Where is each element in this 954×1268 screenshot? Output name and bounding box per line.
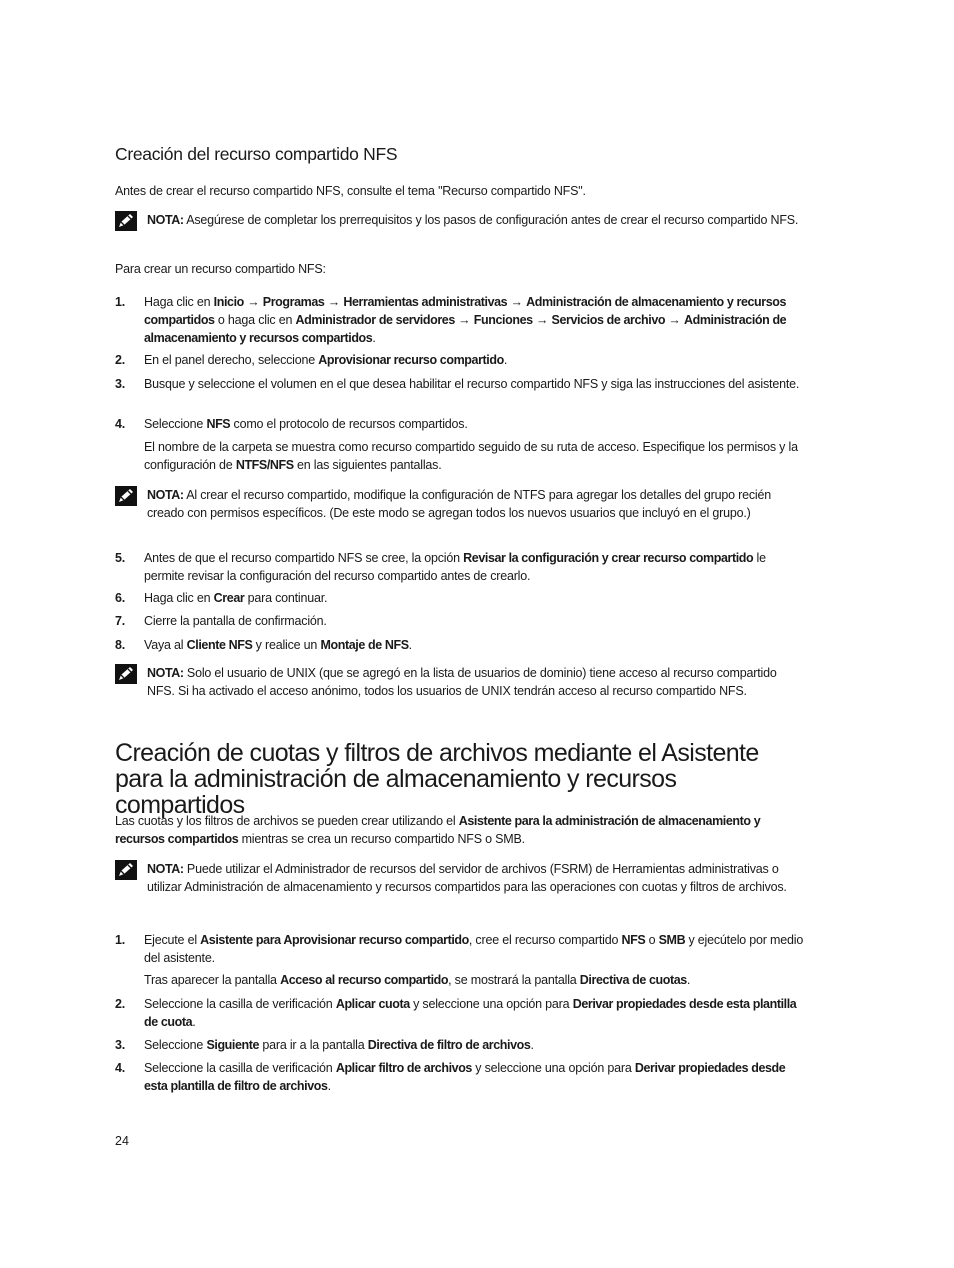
note-label: NOTA: (147, 862, 184, 876)
step-number: 3. (115, 1038, 126, 1052)
note-pencil-icon (115, 664, 137, 684)
step-text: Ejecute el Asistente para Aprovisionar recurso compartido, cree el recurso compartido NFS o SMB y ejecútelo por medio del asistente. (144, 933, 804, 965)
step-number: 4. (115, 417, 126, 431)
note-pencil-icon (115, 860, 137, 880)
step-number: 6. (115, 591, 126, 605)
step-number: 2. (115, 353, 126, 367)
note-text (147, 486, 807, 522)
note-body: Puede utilizar el Administrador de recursos del servidor de archivos (FSRM) de Herramientas administrativas o utilizar Administración de almacenamiento y recursos compartidos para las operaciones con cuotas y filtros de archivos. (147, 862, 787, 894)
note-label: NOTA: (147, 488, 184, 502)
step-text: Seleccione la casilla de verificación Aplicar cuota y seleccione una opción para Derivar propiedades desde esta plantilla de cuota. (144, 997, 797, 1029)
step-text: Antes de que el recurso compartido NFS se cree, la opción Revisar la configuración y crear recurso compartido le permite revisar la configuración del recurso compartido antes de crearlo. (144, 551, 766, 583)
note-text (147, 664, 807, 700)
step-detail: El nombre de la carpeta se muestra como recurso compartido seguido de su ruta de acceso. Especifique los permisos y la configuración de NTFS/NFS en las siguientes pantallas. (144, 440, 798, 472)
step-text: Haga clic en Crear para continuar. (144, 591, 328, 605)
note-text (147, 860, 807, 896)
step-number: 1. (115, 933, 126, 947)
step-detail: Tras aparecer la pantalla Acceso al recurso compartido, se mostrará la pantalla Directiva de cuotas. (144, 973, 691, 987)
intro-paragraph: Las cuotas y los filtros de archivos se pueden crear utilizando el Asistente para la administración de almacenamiento y recursos compartidos mientras se crea un recurso compartido NFS o SMB. (115, 814, 761, 846)
step-text: Haga clic en Inicio → Programas → Herramientas administrativas → Administración de almacenamiento y recursos compartidos o haga clic en Administrador de servidores → Funciones → Servicios de archivo → Administración de almacenamiento y recursos compartidos. (144, 295, 787, 345)
step-text: Seleccione NFS como el protocolo de recursos compartidos. (144, 417, 468, 431)
step-text: Cierre la pantalla de confirmación. (144, 614, 327, 628)
note-body: Solo el usuario de UNIX (que se agregó en la lista de usuarios de dominio) tiene acceso al recurso compartido NFS. Si ha activado el acceso anónimo, todos los usuarios de UNIX tendrán acceso al recurso compartido NFS. (147, 666, 777, 698)
step-number: 3. (115, 377, 126, 391)
step-text: Seleccione la casilla de verificación Aplicar filtro de archivos y seleccione una opción para Derivar propiedades desde esta plantilla de filtro de archivos. (144, 1061, 786, 1093)
step-number: 8. (115, 638, 126, 652)
page-number: 24 (115, 1134, 129, 1148)
note-pencil-icon (115, 211, 137, 231)
lead-paragraph: Para crear un recurso compartido NFS: (115, 262, 326, 276)
step-text: Busque y seleccione el volumen en el que desea habilitar el recurso compartido NFS y siga las instrucciones del asistente. (144, 377, 800, 391)
step-number: 5. (115, 551, 126, 565)
note-text (147, 211, 807, 229)
note-body: Asegúrese de completar los prerrequisitos y los pasos de configuración antes de crear el recurso compartido NFS. (183, 213, 799, 227)
step-text: Seleccione Siguiente para ir a la pantalla Directiva de filtro de archivos. (144, 1038, 534, 1052)
note-pencil-icon (115, 486, 137, 506)
step-number: 4. (115, 1061, 126, 1075)
step-number: 2. (115, 997, 126, 1011)
step-text: Vaya al Cliente NFS y realice un Montaje de NFS. (144, 638, 412, 652)
section-heading-quotas: Creación de cuotas y filtros de archivos mediante el Asistente para la administración de almacenamiento y recursos compartidos (115, 739, 759, 819)
step-text: En el panel derecho, seleccione Aprovisionar recurso compartido. (144, 353, 508, 367)
step-number: 1. (115, 295, 126, 309)
section-heading-nfs: Creación del recurso compartido NFS (115, 144, 398, 164)
note-label: NOTA: (147, 666, 184, 680)
step-number: 7. (115, 614, 126, 628)
note-label: NOTA: (147, 213, 184, 227)
note-body: Al crear el recurso compartido, modifique la configuración de NTFS para agregar los detalles del grupo recién creado con permisos específicos. (De este modo se agregan todos los nuevos usuarios que incluyó en el grupo.) (147, 488, 772, 520)
intro-paragraph: Antes de crear el recurso compartido NFS, consulte el tema "Recurso compartido NFS". (115, 184, 586, 198)
